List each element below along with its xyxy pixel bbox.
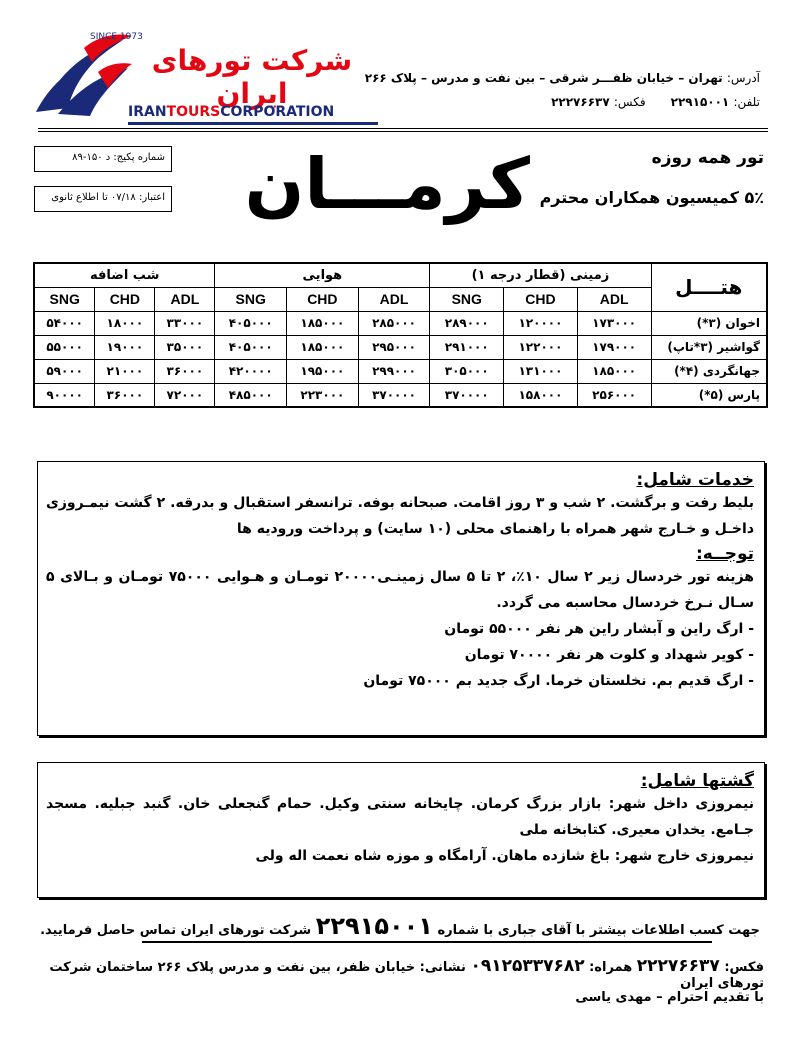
hotel-name-cell: اخوان (۳*) [651, 311, 767, 335]
footer-contact-line [30, 912, 770, 940]
contact-block [360, 66, 760, 114]
notes-heading: توجــه: [695, 544, 754, 564]
price-cell: ۴۰۵۰۰۰ [215, 335, 287, 359]
footer-fax-label: فکس: [724, 960, 764, 975]
sub-header-sng: SNG [34, 287, 95, 311]
footer-info-after: شرکت تورهای ایران تماس حاصل فرمایید. [40, 923, 312, 938]
price-cell: ۳۵۰۰۰ [155, 335, 215, 359]
price-cell: ۱۲۲۰۰۰ [504, 335, 578, 359]
sub-header-chd: CHD [287, 287, 359, 311]
table-row [34, 335, 767, 359]
footer-signature: با تقدیم احترام – مهدی یاسی [575, 990, 764, 1005]
price-cell: ۱۸۰۰۰ [95, 311, 155, 335]
table-row [34, 359, 767, 383]
price-cell: ۱۷۳۰۰۰ [577, 311, 651, 335]
tours-outer-city: نیمروزی خارج شهر: باغ شازده ماهان. آرامگاه و موزه شاه نعمت اله ولی [255, 848, 754, 864]
hotel-name-cell: جهانگردی (۴*) [651, 359, 767, 383]
price-cell: ۱۸۵۰۰۰ [287, 335, 359, 359]
table-row [34, 383, 767, 407]
table-row [34, 311, 767, 335]
footer-underline [142, 941, 712, 943]
price-cell: ۲۸۹۰۰۰ [430, 311, 504, 335]
package-code-box: شماره پکیج: د ۱۵۰-۸۹ [34, 146, 172, 172]
footer-fax: ۲۲۲۷۶۶۳۷ [636, 956, 720, 976]
price-cell: ۲۵۶۰۰۰ [577, 383, 651, 407]
fax-label: فکس: [613, 95, 646, 109]
price-cell: ۵۹۰۰۰ [34, 359, 95, 383]
footer-info-before: جهت کسب اطلاعات بیشتر با آقای جباری با شماره [437, 923, 760, 938]
footer-address-line [24, 956, 764, 991]
table-body [34, 311, 767, 407]
sub-header-chd: CHD [504, 287, 578, 311]
price-cell: ۱۷۹۰۰۰ [577, 335, 651, 359]
price-cell: ۲۹۵۰۰۰ [358, 335, 430, 359]
notes-item: - ارگ قدیم بم. نخلستان خرما. ارگ جدید بم ۷۵۰۰۰ تومان [363, 673, 754, 689]
price-cell: ۵۴۰۰۰ [34, 311, 95, 335]
logo-underline [128, 122, 378, 125]
notes-item: - کویر شهداد و کلوت هر نفر ۷۰۰۰۰ تومان [464, 647, 754, 663]
phone-number: ۲۲۹۱۵۰۰۱ [670, 95, 730, 109]
price-cell: ۱۸۵۰۰۰ [577, 359, 651, 383]
price-cell: ۱۹۰۰۰ [95, 335, 155, 359]
phone-fax-line [360, 90, 760, 114]
hotel-name-cell: پارس (۵*) [651, 383, 767, 407]
price-cell: ۱۹۵۰۰۰ [287, 359, 359, 383]
services-heading: خدمات شامل: [636, 470, 754, 490]
footer-mobile: ۰۹۱۲۵۳۳۷۶۸۲ [470, 956, 585, 976]
price-cell: ۳۷۰۰۰۰ [358, 383, 430, 407]
price-cell: ۴۸۵۰۰۰ [215, 383, 287, 407]
hotel-column-header: هتــــل [651, 263, 767, 311]
services-box [37, 461, 765, 736]
price-cell: ۲۹۱۰۰۰ [430, 335, 504, 359]
price-cell: ۳۰۵۰۰۰ [430, 359, 504, 383]
price-cell: ۳۳۰۰۰ [155, 311, 215, 335]
sub-header-adl: ADL [358, 287, 430, 311]
phone-label: تلفن: [733, 95, 760, 109]
group-header-extra-night: شب اضافه [34, 263, 215, 287]
hotel-name-cell: گواشیر (۳*تاپ) [651, 335, 767, 359]
notes-item: - ارگ راین و آبشار راین هر نفر ۵۵۰۰۰ تومان [444, 621, 754, 637]
price-cell: ۳۷۰۰۰۰ [430, 383, 504, 407]
fax-number: ۲۲۲۷۶۶۳۷ [551, 95, 610, 109]
price-cell: ۱۸۵۰۰۰ [287, 311, 359, 335]
price-cell: ۲۹۹۰۰۰ [358, 359, 430, 383]
tour-type: تور همه روزه [651, 148, 764, 168]
price-table [33, 262, 768, 408]
logo-since-text: SINCE 1973 [90, 32, 143, 42]
price-cell: ۴۲۰۰۰۰ [215, 359, 287, 383]
services-text: بلیط رفت و برگشت. ۲ شب و ۳ روز اقامت. صبحانه بوفه. ترانسفر استقبال و بدرقه. ۲ گشت نیمـروزی داخـل و خـارج شهر همراه با راهنمای محلی (۱۰ سایت) و پرداخت ورودیه ها [46, 495, 754, 537]
group-header-ground: زمینی (قطار درجه ۱) [430, 263, 651, 287]
tours-section [46, 771, 754, 869]
price-cell: ۳۶۰۰۰ [95, 383, 155, 407]
notes-text: هزینه تور خردسال زیر ۲ سال ۱۰٪، ۲ تا ۵ سال زمینـی۲۰۰۰۰ تومـان و هـوایی ۷۵۰۰۰ تومـان و بـالای ۵ سـال نـرخ خردسال محاسبه می گردد. [46, 569, 754, 611]
price-cell: ۱۲۰۰۰۰ [504, 311, 578, 335]
company-logo [28, 28, 358, 120]
commission-text: ۵٪ کمیسیون همکاران محترم [539, 188, 764, 207]
price-cell: ۵۵۰۰۰ [34, 335, 95, 359]
logo-en-part-b: TOURS [166, 104, 221, 120]
group-header-air: هوایی [215, 263, 430, 287]
price-cell: ۷۲۰۰۰ [155, 383, 215, 407]
address-line [360, 66, 760, 90]
services-section [46, 470, 754, 694]
sub-header-sng: SNG [215, 287, 287, 311]
footer-address: نشانی: خیابان ظفر، بین نفت و مدرس پلاک ۲۶۶ ساختمان شرکت تورهای ایران [49, 960, 764, 991]
tours-box [37, 762, 765, 898]
sub-header-adl: ADL [577, 287, 651, 311]
tours-inner-city: نیمروزی داخل شهر: بازار بزرگ کرمان. چایخانه سنتی وکیل. حمام گنجعلی خان. گنبد جبلیه. مسجد جـامع. یخدان معیری. کتابخانه ملی [46, 796, 754, 838]
price-cell: ۳۶۰۰۰ [155, 359, 215, 383]
price-cell: ۲۱۰۰۰ [95, 359, 155, 383]
logo-en-part-a: IRAN [128, 104, 167, 120]
price-cell: ۹۰۰۰۰ [34, 383, 95, 407]
logo-name-fa: شرکت تورهای ایران [151, 44, 353, 110]
city-title: کرمـــان [244, 143, 530, 225]
price-cell: ۴۰۵۰۰۰ [215, 311, 287, 335]
footer-mobile-label: همراه: [589, 960, 633, 975]
address-label: آدرس: [726, 71, 760, 85]
price-cell: ۲۸۵۰۰۰ [358, 311, 430, 335]
address-text: تهران – خیابان ظفـــر شرقی – بین نفت و مدرس – پلاک ۲۶۶ [364, 71, 723, 85]
header-divider-top [38, 128, 768, 129]
price-cell: ۱۵۸۰۰۰ [504, 383, 578, 407]
footer-info-phone: ۲۲۹۱۵۰۰۱ [315, 912, 433, 940]
sub-header-chd: CHD [95, 287, 155, 311]
header-divider-bottom [38, 131, 768, 132]
sub-header-sng: SNG [430, 287, 504, 311]
validity-box: اعتبار: ۰۷/۱۸ تا اطلاع ثانوی [34, 186, 172, 212]
price-cell: ۱۳۱۰۰۰ [504, 359, 578, 383]
logo-name-en [128, 104, 334, 120]
tours-heading: گشتها شامل: [640, 771, 754, 791]
table-group-header-row [34, 263, 767, 287]
price-cell: ۲۲۳۰۰۰ [287, 383, 359, 407]
logo-en-part-c: CORPORATION [220, 104, 335, 120]
sub-header-adl: ADL [155, 287, 215, 311]
